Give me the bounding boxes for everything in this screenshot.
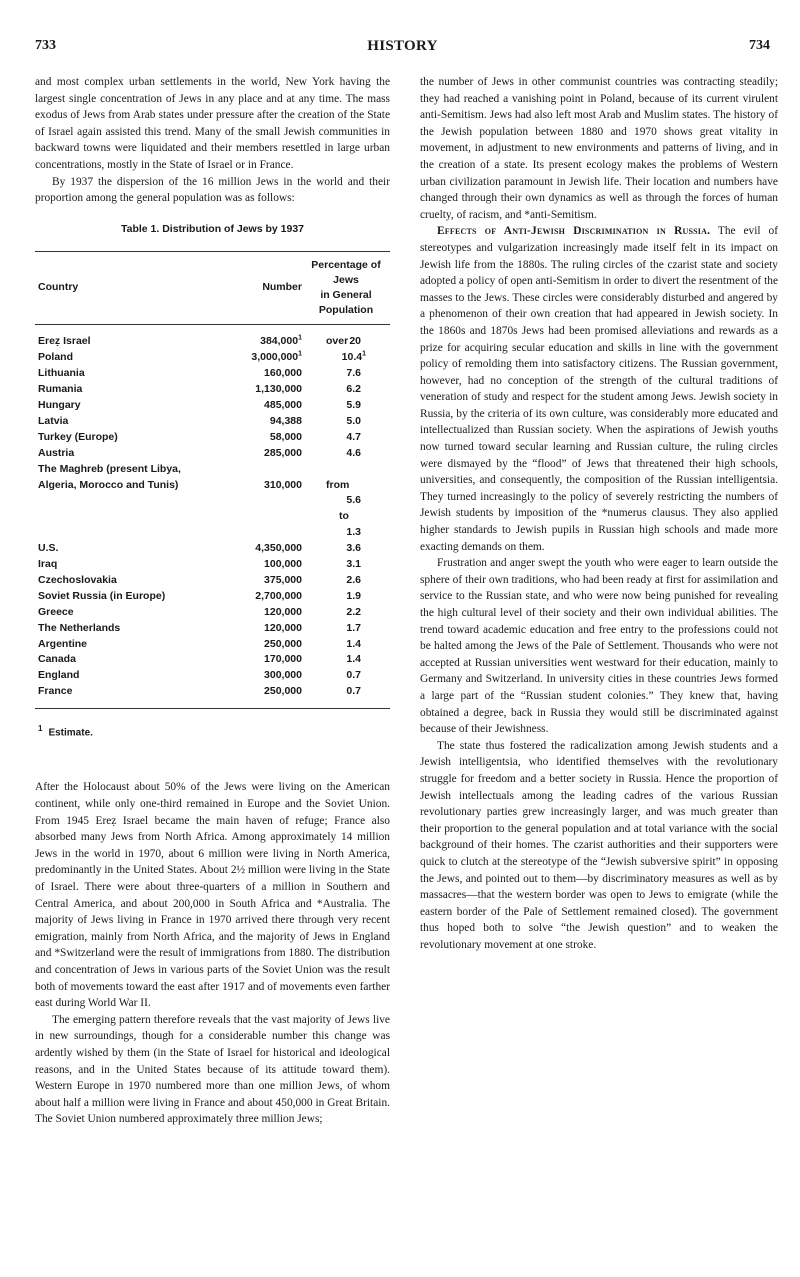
paragraph: After the Holocaust about 50% of the Jews were living on the American continent, while only one-third remained in Europe and the Soviet Union. From 1945 Ereẓ Israel became the main haven of refuge; France also absorbed many Jews from North Africa. Among approximately 14 million Jews in the world in 1970, about 6 million were living in North America, predominantly in the United States. About 2½ million were living in the State of Israel. There were about three-quarters of a million in Southern and Central America, and about 200,000 in South Africa and *Australia. The majority of Jews living in France in 1970 arrived there through very recent emigration, mainly from North Africa, and the majority of Jews in England and *Switzerland were the result of immigrations from 1880. The distribution and concentration of Jews in various parts of the Soviet Union was the result both of movements toward the east after 1917 and of movements even farther east during World War II.	[35, 781, 390, 1010]
cell-country: Austria	[38, 446, 75, 459]
number-value: 300,000	[264, 669, 302, 682]
header-number: Number	[206, 252, 302, 325]
cell-number	[206, 668, 302, 684]
footnote-text: Estimate.	[48, 727, 93, 739]
cell-number	[206, 652, 302, 668]
table-row	[35, 414, 390, 430]
pct-value: 10.4	[341, 351, 363, 364]
cell-number	[206, 446, 302, 462]
paragraph: The emerging pattern therefore reveals that the vast majority of Jews live in new surroundings, though for a considerable number this change was ardently wished by them (in the State of Israel for historical and ideological reasons, and in the United States because of its attitude toward them). Western Europe in 1970 numbered more than one million Jews, of whom about half a million were living in France and about 450,000 in Great Britain. The Soviet Union numbered approximately three million Jews;	[35, 1013, 390, 1126]
table-row	[35, 605, 390, 621]
cell-percentage	[302, 366, 390, 382]
table-title: Table 1. Distribution of Jews by 1937	[120, 222, 305, 235]
pct-value: 1.4	[346, 637, 361, 650]
cell-percentage	[302, 462, 390, 478]
table-row	[35, 446, 390, 462]
cell-percentage	[302, 621, 390, 637]
table-footnote	[35, 709, 390, 742]
footnote-ref: 1	[298, 334, 302, 342]
cell-country: Greece	[38, 605, 74, 618]
number-value: 3,000,000	[251, 351, 299, 364]
cell-percentage	[302, 652, 390, 668]
table-row	[35, 684, 390, 708]
paragraph-text: The evil of stereotypes and vulgarization increasingly made itself felt in its impact on Jewish life from the 1880s. The ruling circles of the czarist state and society adopted a policy of open anti-Semitism in order to divert the resentment of the masses to the Jews. These circles were considerably disturbed and angered by a phenomenon of their own creation that had appeared in Jewish society. In the 1860s and 1870s Jews had been promised alleviations and rewards as a prize for acquiring secular education and skills in line with the government policy of remolding them into satisfactory citizens. The Russian government, however, had no conception of the strength of the cultural traditions of veneration of study and respect for the student among Jews. Jewish society in Russia, by the criteria of its own culture, was considerably more educated and intellectualized than Russian society. When the aspirations of Jewish youths now turned toward secular learning and Russian culture, the ruling circles were dismayed by the “flood” of Jews that threatened their high schools, universities, and consequently, the composition of the Russian intelligentsia. They turned increasingly to the policy of severely restricting the numbers of Jewish students by imposition of the *numerus clausus. They also applied higher standards to Jewish pupils in Russian high schools and made more exacting demands on them.	[420, 225, 778, 553]
table-row	[35, 478, 390, 510]
cell-country: U.S.	[38, 542, 59, 555]
table-row	[35, 462, 390, 478]
cell-number	[206, 398, 302, 414]
pct-value: 20	[349, 335, 361, 348]
header-percentage	[302, 252, 390, 325]
pct-value: 0.7	[346, 669, 361, 682]
number-value: 2,700,000	[255, 589, 302, 602]
pct-value: 5.0	[346, 414, 361, 427]
pct-value: 2.2	[346, 605, 361, 618]
cell-number	[206, 366, 302, 382]
cell-percentage	[302, 414, 390, 430]
cell-number	[206, 589, 302, 605]
cell-country: Ereẓ Israel	[38, 335, 91, 348]
cell-percentage	[302, 398, 390, 414]
number-value: 375,000	[264, 573, 302, 586]
spacer	[35, 741, 390, 779]
cell-country: Rumania	[38, 383, 83, 396]
number-value: 120,000	[264, 605, 302, 618]
table-header-row	[35, 252, 390, 325]
pct-value: 1.7	[346, 621, 361, 634]
header-pct-line: Population	[318, 304, 374, 317]
paragraph: The state thus fostered the radicalization among Jewish students and a Jewish intelligentsia, who identified themselves with the revolutionary struggle for freedom and a better society in Russia. Hence the proportion of Jewish intellectuals among the leading cadres of the various Russian revolutionary parties grew increasingly larger, and was much greater than their proportion to the general population and at total variance with the social background of their homes. The czarist authorities and their supporters were quick to clutch at the stereotype of the “Jewish subversive spirit” in opposing the Jews, and pointed out to them—by discriminatory measures as well as by massacres—that the western border was open to Jews to emigrate (while the eastern border of the Pale of Settlement remained closed). The government thus hoped both to solve “the Jewish question” and to weaken the revolutionary movement at one stroke.	[420, 739, 778, 951]
cell-country: Latvia	[38, 414, 69, 427]
cell-country: Hungary	[38, 398, 81, 411]
number-value: 94,388	[269, 414, 302, 427]
distribution-table	[35, 251, 390, 741]
pct-value: 7.6	[346, 367, 361, 380]
cell-number	[206, 684, 302, 708]
cell-percentage	[302, 668, 390, 684]
table-row	[35, 509, 390, 541]
number-value: 384,000	[260, 335, 299, 348]
footnote-ref: 1	[298, 350, 302, 358]
pct-value: 2.6	[346, 573, 361, 586]
pct-value: 0.7	[346, 685, 361, 698]
number-value: 100,000	[264, 558, 302, 571]
pct-value: 4.6	[346, 446, 361, 459]
table-row	[35, 652, 390, 668]
pct-value: 5.9	[346, 398, 361, 411]
table-row	[35, 350, 390, 366]
cell-country: Argentine	[38, 637, 88, 650]
number-value: 285,000	[264, 446, 302, 459]
cell-country: England	[38, 669, 80, 682]
pct-prefix: from	[326, 478, 350, 491]
cell-percentage	[302, 637, 390, 653]
cell-number	[206, 462, 302, 478]
cell-country: Lithuania	[38, 367, 85, 380]
cell-number	[206, 350, 302, 366]
pct-value: 6.2	[346, 383, 361, 396]
cell-percentage	[302, 430, 390, 446]
pct-value: 3.6	[346, 542, 361, 555]
cell-percentage	[302, 350, 390, 366]
paragraph: the number of Jews in other communist countries was contracting steadily; they had reached a vanishing point in Poland, because of its current virulent anti-Semitism. Jews had also left most Arab and Muslim states. The history of the Jewish population between 1880 and 1970 shows great vitality in movement, in adjustment to new environments and patterns of living, and in the creation of a state. Its present ecology makes the problems of Western urban civilization paramount in Jewish life. Their location and numbers have changed through their own dynamics as well as through the forces of human cruelty, of racism, and *anti-Semitism.	[420, 76, 778, 221]
page-header	[35, 38, 770, 58]
table-row	[35, 398, 390, 414]
left-column	[35, 74, 390, 1128]
cell-country: Turkey (Europe)	[38, 430, 118, 443]
number-value: 485,000	[264, 398, 302, 411]
section-paragraph	[420, 223, 778, 555]
cell-percentage	[302, 557, 390, 573]
footnote-mark: 1	[38, 724, 43, 734]
cell-country: Poland	[38, 351, 74, 364]
paragraph: and most complex urban settlements in the world, New York having the largest single concentration of Jews in any place and at any time. The mass exodus of Jews from Arab states under pressure after the creation of the State of Israel again assisted this trend. Many of the small Jewish communities in backward towns were liquidated and their members resettled in large urban concentrations, mostly in the State of Israel or in France.	[35, 76, 390, 171]
cell-number	[206, 509, 302, 541]
page-number-left: 733	[35, 38, 56, 53]
footnote-ref: 1	[362, 350, 366, 358]
number-value: 160,000	[264, 367, 302, 380]
cell-number	[206, 414, 302, 430]
number-value: 120,000	[264, 621, 302, 634]
cell-number	[206, 325, 302, 350]
table-footnote-row	[35, 709, 390, 742]
cell-percentage	[302, 605, 390, 621]
cell-country	[35, 509, 206, 541]
number-value: 1,130,000	[255, 383, 302, 396]
pct-value: 1.3	[346, 526, 361, 539]
table-row	[35, 621, 390, 637]
cell-percentage	[302, 382, 390, 398]
number-value: 4,350,000	[255, 542, 302, 555]
cell-number	[206, 430, 302, 446]
number-value: 58,000	[269, 430, 302, 443]
header-country: Country	[35, 252, 206, 325]
pct-value: 4.7	[346, 430, 361, 443]
cell-number	[206, 637, 302, 653]
running-title: HISTORY	[367, 38, 438, 54]
cell-percentage	[302, 541, 390, 557]
header-pct-line: Percentage of Jews	[311, 259, 381, 287]
cell-percentage	[302, 446, 390, 462]
cell-number	[206, 621, 302, 637]
cell-percentage	[302, 325, 390, 350]
cell-country: The Netherlands	[38, 621, 121, 634]
table-row	[35, 366, 390, 382]
table-row	[35, 637, 390, 653]
number-value: 310,000	[264, 478, 302, 491]
paragraph: Frustration and anger swept the youth who were eager to learn outside the sphere of their own traditions, who had been ready at first for assimilation and service to the Russian state, and who were now being punished for revealing the high cultural level of their society and their own individual abilities. The trend toward academic education and free entry to the professions could not be halted among the Jews of the Pale of Settlement. Thousands who were not accepted at Russian universities went westward for their education, mainly to Germany and Switzerland. In university cities in these countries Jews formed a large part of the “Russian student colonies.” They knew that, having obtained a degree, back in Russia they would still be discriminated against because of their Jewishness.	[420, 557, 778, 736]
cell-country: Czechoslovakia	[38, 573, 117, 586]
cell-number	[206, 557, 302, 573]
cell-number	[206, 541, 302, 557]
page-number-right: 734	[749, 38, 770, 53]
cell-country: Soviet Russia (in Europe)	[38, 589, 166, 602]
number-value: 250,000	[264, 637, 302, 650]
cell-country: Algeria, Morocco and Tunis)	[38, 478, 179, 491]
cell-number	[206, 478, 302, 510]
table-row	[35, 382, 390, 398]
cell-number	[206, 605, 302, 621]
pct-value: 5.6	[346, 494, 361, 507]
table-row	[35, 668, 390, 684]
table-row	[35, 541, 390, 557]
section-heading: Effects of Anti-Jewish Discrimination in Russia.	[437, 225, 711, 238]
table-row	[35, 325, 390, 350]
cell-percentage	[302, 478, 390, 510]
pct-value: 3.1	[346, 558, 361, 571]
pct-prefix: over	[326, 335, 349, 348]
cell-percentage	[302, 684, 390, 708]
paragraph: By 1937 the dispersion of the 16 million Jews in the world and their proportion among the general population was as follows:	[35, 175, 390, 205]
table-row	[35, 573, 390, 589]
header-pct-line: in General	[320, 289, 372, 302]
cell-percentage	[302, 589, 390, 605]
table-row	[35, 430, 390, 446]
cell-country: France	[38, 685, 73, 698]
table-row	[35, 589, 390, 605]
cell-country: Iraq	[38, 558, 58, 571]
cell-country: Canada	[38, 653, 76, 666]
pct-value: 1.9	[346, 589, 361, 602]
cell-number	[206, 573, 302, 589]
table-row	[35, 557, 390, 573]
cell-number	[206, 382, 302, 398]
cell-country: The Maghreb (present Libya,	[38, 462, 181, 475]
pct-value: 1.4	[346, 653, 361, 666]
cell-percentage	[302, 509, 390, 541]
number-value: 250,000	[264, 685, 302, 698]
distribution-table-block	[35, 221, 390, 742]
cell-percentage	[302, 573, 390, 589]
number-value: 170,000	[264, 653, 302, 666]
pct-prefix: to	[339, 510, 349, 523]
right-column	[420, 74, 778, 953]
